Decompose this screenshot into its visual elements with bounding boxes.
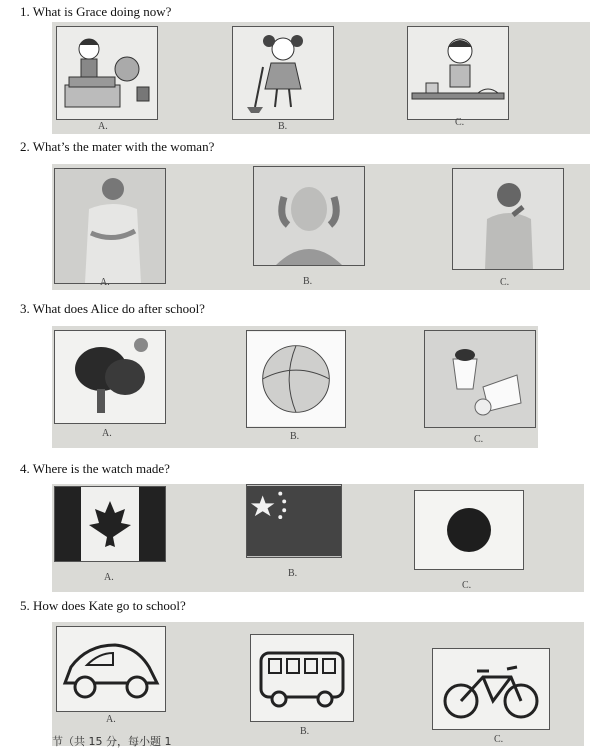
q3-option-c-label: C.: [474, 434, 484, 445]
question-2-title: 2. What’s the mater with the woman?: [20, 139, 215, 154]
q5-option-b-picture[interactable]: [250, 634, 354, 722]
car-icon: [57, 627, 165, 711]
q2-option-c-picture[interactable]: [452, 168, 564, 270]
q5-option-a-picture[interactable]: [56, 626, 166, 712]
q4-option-a-label: A.: [104, 572, 114, 583]
japan-flag-icon: [415, 491, 523, 569]
q4-option-c-picture[interactable]: [414, 490, 524, 570]
q4-option-c-label: C.: [462, 580, 472, 591]
q2-option-c-label: C.: [500, 277, 510, 288]
q4-option-a-picture[interactable]: [54, 486, 166, 562]
stomachache-woman-icon: [55, 169, 165, 283]
q3-option-a-picture[interactable]: [54, 330, 166, 424]
volleyball-icon: [247, 331, 345, 427]
q2-option-b-label: B.: [303, 276, 313, 287]
q1-option-b-label: B.: [278, 121, 288, 132]
q3-option-a-label: A.: [102, 428, 112, 439]
girl-sweeping-floor-icon: [233, 27, 333, 119]
q5-option-c-picture[interactable]: [432, 648, 550, 730]
q5-option-b-label: B.: [300, 726, 310, 737]
q1-option-b-picture[interactable]: [232, 26, 334, 120]
question-5-title: 5. How does Kate go to school?: [20, 598, 186, 613]
girl-cleaning-table-icon: [57, 27, 157, 119]
q1-option-c-label: C.: [455, 117, 465, 128]
question-4-title: 4. Where is the watch made?: [20, 461, 170, 476]
q2-option-b-picture[interactable]: [253, 166, 365, 266]
q3-option-b-picture[interactable]: [246, 330, 346, 428]
section-footer-text: 节（共 15 分，每小题 1: [52, 735, 172, 748]
question-1-title: 1. What is Grace doing now?: [20, 4, 172, 19]
q3-option-c-picture[interactable]: [424, 330, 536, 428]
canada-flag-icon: [55, 487, 165, 561]
question-3-title: 3. What does Alice do after school?: [20, 301, 205, 316]
girl-washing-dishes-icon: [408, 27, 508, 119]
q1-option-a-label: A.: [98, 121, 108, 132]
q5-option-c-label: C.: [494, 734, 504, 745]
q5-option-a-label: A.: [106, 714, 116, 725]
sore-throat-woman-icon: [453, 169, 563, 269]
bicycle-icon: [433, 649, 549, 729]
q2-option-a-label: A.: [100, 277, 110, 288]
bus-icon: [251, 635, 353, 721]
ping-pong-paddles-icon: [55, 331, 165, 423]
badminton-shuttlecock-icon: [425, 331, 535, 427]
q4-option-b-label: B.: [288, 568, 298, 579]
q3-option-b-label: B.: [290, 431, 300, 442]
q2-option-a-picture[interactable]: [54, 168, 166, 284]
q4-option-b-picture[interactable]: [246, 484, 342, 558]
q1-option-c-picture[interactable]: [407, 26, 509, 120]
china-flag-icon: [247, 485, 341, 557]
headache-woman-icon: [254, 167, 364, 265]
q1-option-a-picture[interactable]: [56, 26, 158, 120]
